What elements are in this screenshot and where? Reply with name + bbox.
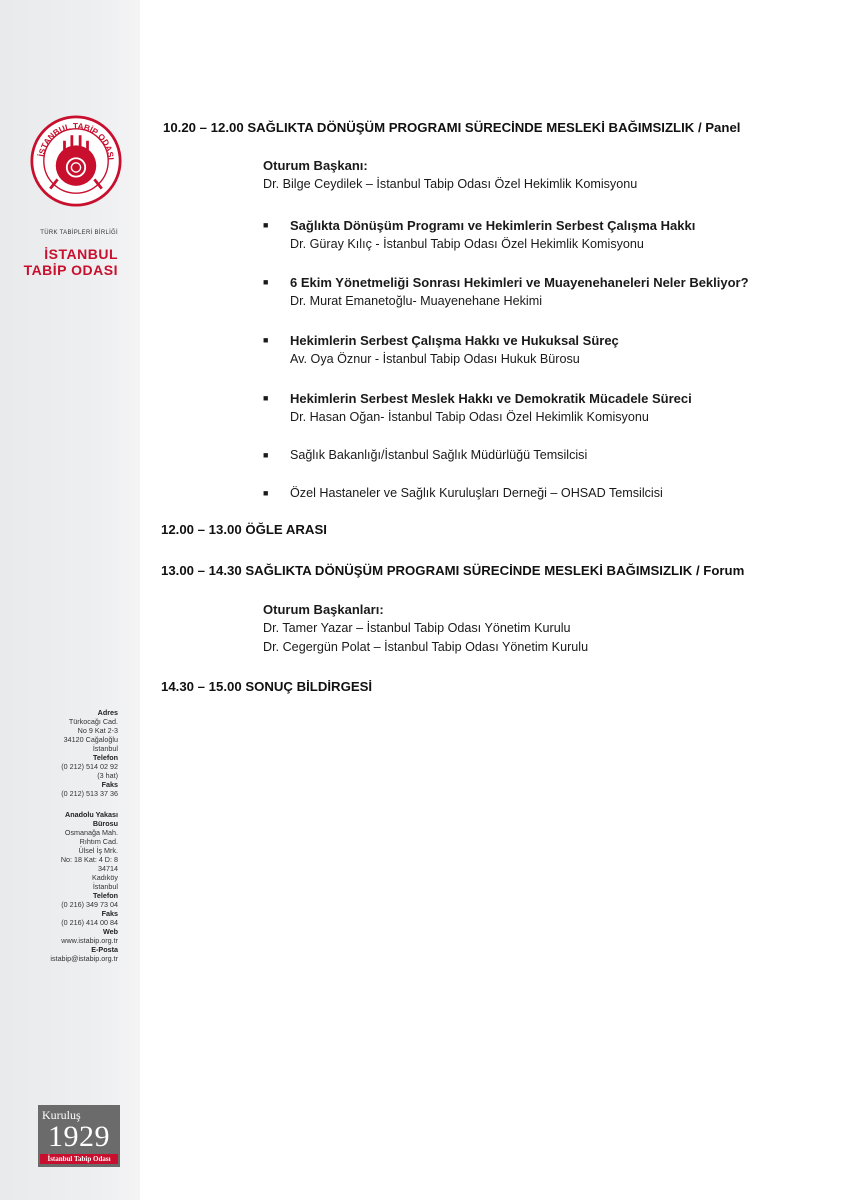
phone-note: (3 hat) [97,771,118,780]
talk-title: Hekimlerin Serbest Çalışma Hakkı ve Hukuksal Süreç [290,333,619,348]
bullet-icon: ■ [263,488,269,498]
branch-label: Bürosu [92,819,118,828]
bullet-icon: ■ [263,335,269,345]
branch-phone-number: (0 216) 349 73 04 [61,900,118,909]
talk-speaker: Dr. Güray Kılıç - İstanbul Tabip Odası Özel Hekimlik Komisyonu [290,237,644,251]
web-label: Web [102,927,118,936]
bullet-icon: ■ [263,393,269,403]
talk-speaker: Av. Oya Öznur - İstanbul Tabip Odası Hukuk Bürosu [290,352,580,366]
session-1-heading [163,120,740,135]
session-1-title: SAĞLIKTA DÖNÜŞÜM PROGRAMI SÜRECİNDE MESLEKİ BAĞIMSIZLIK [247,120,695,135]
founded-org: İstanbul Tabip Odası [40,1154,118,1164]
branch-address-line: Osmanağa Mah. [64,828,118,837]
representative: Sağlık Bakanlığı/İstanbul Sağlık Müdürlüğü Temsilcisi [290,448,588,462]
branch-address-line: 34714 [98,864,118,873]
contact-info [0,708,118,963]
address-line: Türkocağı Cad. [68,717,118,726]
branch-address-line: İstanbul [92,882,118,891]
bullet-icon: ■ [263,450,269,460]
email-label: E-Posta [91,945,118,954]
session-3-title: SAĞLIKTA DÖNÜŞÜM PROGRAMI SÜRECİNDE MESLEKİ BAĞIMSIZLIK [245,563,693,578]
chair-name: Dr. Tamer Yazar – İstanbul Tabip Odası Yönetim Kurulu [263,621,571,635]
branch-address-line: Kadıköy [92,873,118,882]
svg-text:İSTANBUL TABİP ODASI: İSTANBUL TABİP ODASI [37,121,116,161]
phone-number: (0 212) 514 02 92 [61,762,118,771]
letterhead-sidebar [0,0,140,1200]
fax-label: Faks [101,780,118,789]
phone-label: Telefon [92,753,118,762]
address-line: No 9 Kat 2-3 [77,726,118,735]
founded-badge [38,1105,120,1167]
talk-title: 6 Ekim Yönetmeliği Sonrası Hekimleri ve Muayenehaneleri Neler Bekliyor? [290,275,749,290]
branch-address-line: Rıhtım Cad. [79,837,118,846]
union-name: TÜRK TABİPLERİ BİRLİĞİ [40,230,118,236]
email-address: istabip@istabip.org.tr [50,954,118,963]
chair-name: Dr. Bilge Ceydilek – İstanbul Tabip Odası Özel Hekimlik Komisyonu [263,177,638,191]
chair-name: Dr. Cegergün Polat – İstanbul Tabip Odası Yönetim Kurulu [263,640,589,654]
session-3-heading [161,563,744,578]
talk-speaker: Dr. Hasan Oğan- İstanbul Tabip Odası Özel Hekimlik Komisyonu [290,410,649,424]
chairs-label: Oturum Başkanları: [263,602,384,617]
fax-number: (0 212) 513 37 36 [61,789,118,798]
istanbul-tabip-odasi-logo [30,115,122,207]
address-line: İstanbul [92,744,118,753]
talk-speaker: Dr. Murat Emanetoğlu- Muayenehane Hekimi [290,294,542,308]
session-3-time: 13.00 – 14.30 [161,563,242,578]
chair-label: Oturum Başkanı: [263,158,368,173]
bullet-icon: ■ [263,277,269,287]
founded-label: Kuruluş [42,1108,81,1122]
bullet-icon: ■ [263,220,269,230]
session-3-chairs [263,600,588,657]
session-3-type: / Forum [695,563,745,578]
org-name-line1: İSTANBUL [44,246,118,262]
address-line: 34120 Cağaloğlu [63,735,118,744]
session-1-chair [263,156,637,194]
session-1-type: / Panel [697,120,741,135]
talk-title: Hekimlerin Serbest Meslek Hakkı ve Demokratik Mücadele Süreci [290,391,692,406]
branch-address-line: Ülsel İş Mrk. [78,846,118,855]
branch-phone-label: Telefon [92,891,118,900]
session-2-heading: 12.00 – 13.00 ÖĞLE ARASI [161,522,327,537]
address-label: Adres [97,708,118,717]
representative: Özel Hastaneler ve Sağlık Kuruluşları Derneği – OHSAD Temsilcisi [290,486,663,500]
org-name [24,246,118,278]
branch-label: Anadolu Yakası [65,810,118,819]
branch-fax-number: (0 216) 414 00 84 [61,918,118,927]
session-4-heading: 14.30 – 15.00 SONUÇ BİLDİRGESİ [161,679,373,694]
branch-address-line: No: 18 Kat: 4 D: 8 [60,855,118,864]
talk-title: Sağlıkta Dönüşüm Programı ve Hekimlerin Serbest Çalışma Hakkı [290,218,696,233]
branch-fax-label: Faks [101,909,118,918]
session-1-time: 10.20 – 12.00 [163,120,244,135]
founded-year: 1929 [48,1120,110,1153]
org-name-line2: TABİP ODASI [23,262,118,278]
web-address: www.istabip.org.tr [61,936,118,945]
